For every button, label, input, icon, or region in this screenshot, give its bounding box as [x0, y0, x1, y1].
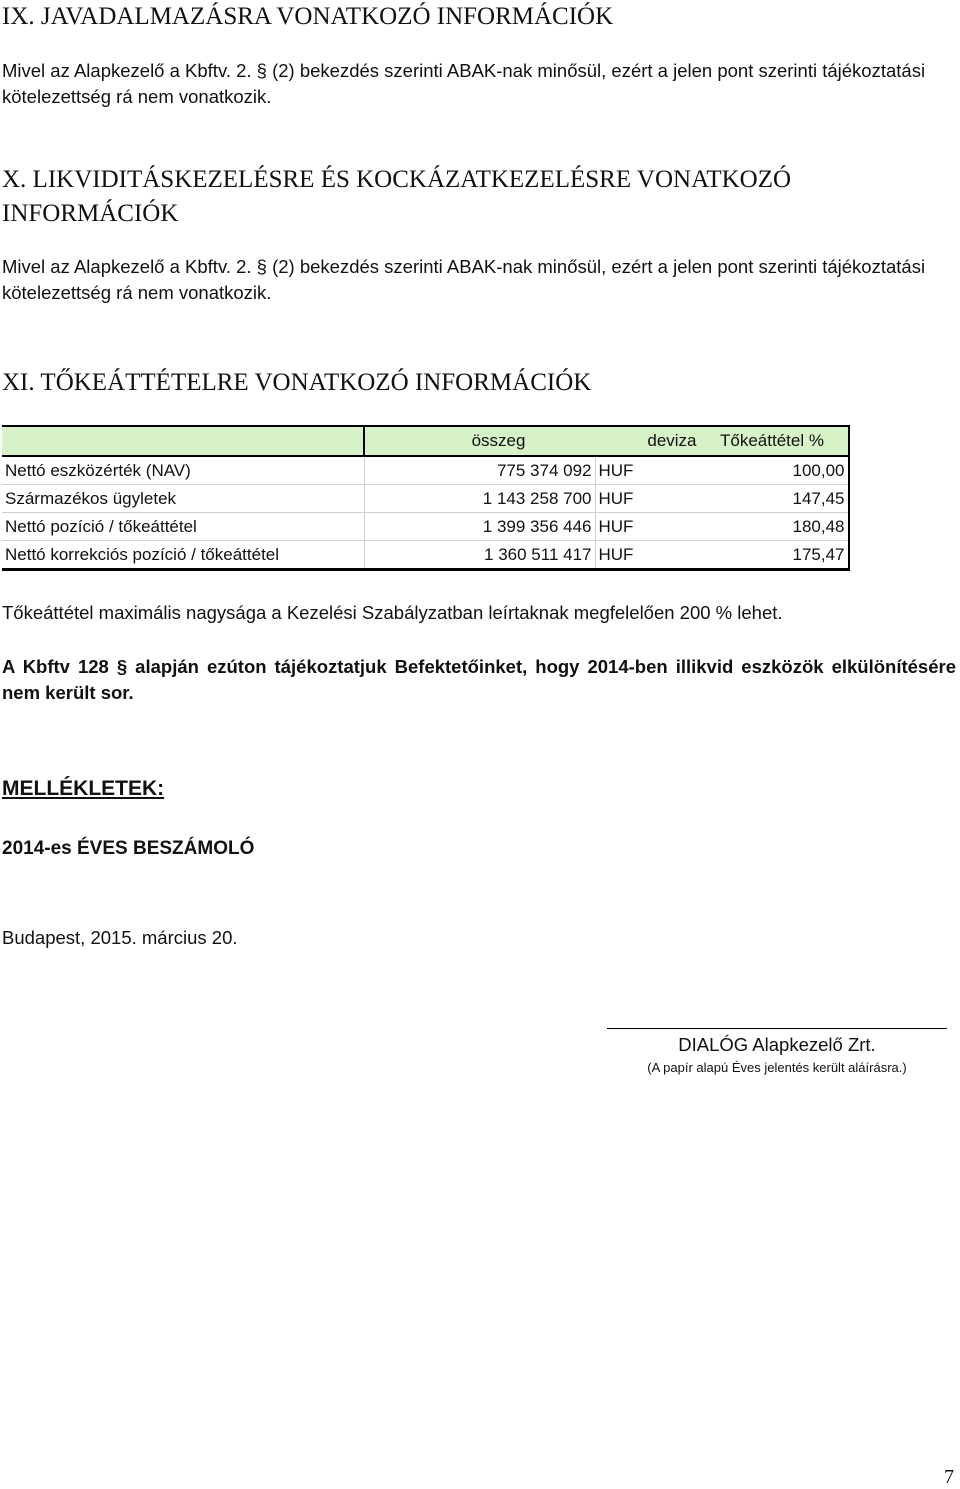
- section-10-title: X. LIKVIDITÁSKEZELÉSRE ÉS KOCKÁZATKEZELÉSRE VONATKOZÓ INFORMÁCIÓK: [2, 166, 792, 227]
- row-amount: 1 360 511 417: [364, 541, 595, 570]
- signatory-company: DIALÓG Alapkezelő Zrt.: [678, 1034, 876, 1055]
- row-label: Nettó korrekciós pozíció / tőkeáttétel: [2, 541, 364, 570]
- row-amount: 775 374 092: [364, 456, 595, 485]
- section-10-text: Mivel az Alapkezelő a Kbftv. 2. § (2) bekezdés szerinti ABAK-nak minősül, ezért a jelen pont szerinti tájékoztatási kötelezettség rá nem vonatkozik.: [2, 256, 926, 303]
- signature-note: (A papír alapú Éves jelentés került aláírásra.): [647, 1060, 907, 1075]
- row-leverage: 180,48: [697, 513, 849, 541]
- header-cell-currency: deviza: [595, 426, 697, 456]
- annex-title: MELLÉKLETEK:: [2, 777, 165, 800]
- row-currency: HUF: [595, 456, 697, 485]
- annual-report-title: 2014-es ÉVES BESZÁMOLÓ: [2, 838, 255, 859]
- row-currency: HUF: [595, 513, 697, 541]
- max-leverage-note: Tőkeáttétel maximális nagysága a Kezelési Szabályzatban leírtaknak megfelelően 200 % lehet.: [2, 602, 783, 623]
- section-9-text: Mivel az Alapkezelő a Kbftv. 2. § (2) bekezdés szerinti ABAK-nak minősül, ezért a jelen pont szerinti tájékoztatási kötelezettség rá nem vonatkozik.: [2, 60, 926, 107]
- row-leverage: 100,00: [697, 456, 849, 485]
- table-header-row: [2, 426, 849, 456]
- section-9-title: IX. JAVADALMAZÁSRA VONATKOZÓ INFORMÁCIÓK: [2, 3, 614, 30]
- row-label: Nettó pozíció / tőkeáttétel: [2, 513, 364, 541]
- table-row: [2, 456, 849, 485]
- row-leverage: 175,47: [697, 541, 849, 570]
- place-date: Budapest, 2015. március 20.: [2, 927, 238, 948]
- row-currency: HUF: [595, 485, 697, 513]
- row-currency: HUF: [595, 541, 697, 570]
- row-label: Származékos ügyletek: [2, 485, 364, 513]
- header-cell-label: [2, 426, 364, 456]
- leverage-table: [2, 425, 850, 571]
- page-number: 7: [944, 1466, 954, 1488]
- row-amount: 1 143 258 700: [364, 485, 595, 513]
- table-row: [2, 513, 849, 541]
- table-row: [2, 485, 849, 513]
- row-amount: 1 399 356 446: [364, 513, 595, 541]
- header-cell-leverage: Tőkeáttétel %: [697, 426, 849, 456]
- row-leverage: 147,45: [697, 485, 849, 513]
- signature-line: [607, 1028, 947, 1029]
- illiquid-assets-note: A Kbftv 128 § alapján ezúton tájékoztatjuk Befektetőinket, hogy 2014-ben illikvid eszközök elkülönítésére nem került sor.: [2, 656, 956, 703]
- row-label: Nettó eszközérték (NAV): [2, 456, 364, 485]
- header-cell-amount: összeg: [364, 426, 595, 456]
- table-row: [2, 541, 849, 570]
- section-11-title: XI. TŐKEÁTTÉTELRE VONATKOZÓ INFORMÁCIÓK: [2, 369, 592, 396]
